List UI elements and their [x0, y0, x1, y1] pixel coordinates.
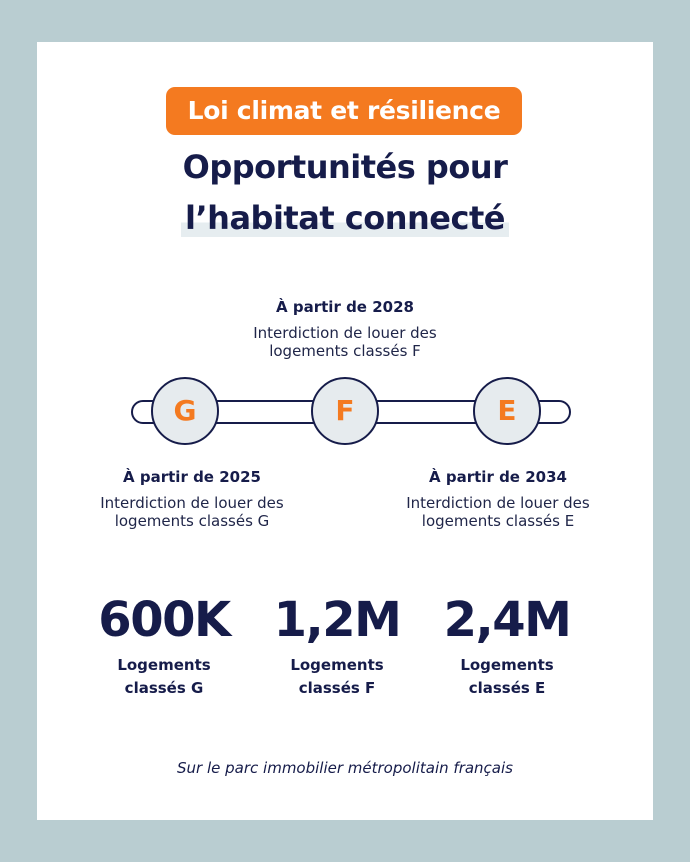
event-year: À partir de 2028 [276, 298, 414, 316]
class-g-circle: G [151, 377, 219, 445]
event-year: À partir de 2034 [429, 468, 567, 486]
event-description-line-1: Interdiction de louer des [253, 324, 437, 342]
event-2028 [205, 298, 485, 360]
event-description-line-1: Interdiction de louer des [406, 494, 590, 512]
law-badge: Loi climat et résilience [166, 87, 522, 135]
infographic-card [37, 42, 653, 820]
title-line-2 [37, 199, 653, 237]
title-text-2: l’habitat connecté [181, 199, 509, 237]
event-year: À partir de 2025 [123, 468, 261, 486]
title-line-1 [37, 148, 653, 186]
title-text-1: Opportunités pour [182, 148, 508, 186]
class-e-circle: E [473, 377, 541, 445]
timeline [127, 377, 573, 447]
stat-class-f [252, 590, 422, 700]
event-description-line-2: logements classés E [421, 512, 575, 530]
stat-class-e [422, 590, 592, 700]
stat-label-line-1: Logements [290, 656, 384, 674]
event-description-line-2: logements classés G [114, 512, 270, 530]
stat-value: 600K [98, 592, 230, 648]
stat-value: 2,4M [443, 592, 571, 648]
class-f-circle: F [311, 377, 379, 445]
stat-class-g [79, 590, 249, 700]
stat-label-line-2: classés E [468, 679, 546, 697]
stat-label-line-1: Logements [117, 656, 211, 674]
footnote: Sur le parc immobilier métropolitain français [177, 759, 513, 777]
stat-label-line-2: classés F [298, 679, 376, 697]
event-description-line-1: Interdiction de louer des [100, 494, 284, 512]
stat-value: 1,2M [273, 592, 401, 648]
stat-label-line-1: Logements [460, 656, 554, 674]
event-description-line-2: logements classés F [269, 342, 421, 360]
event-2034 [373, 468, 623, 530]
stat-label-line-2: classés G [124, 679, 204, 697]
event-2025 [67, 468, 317, 530]
